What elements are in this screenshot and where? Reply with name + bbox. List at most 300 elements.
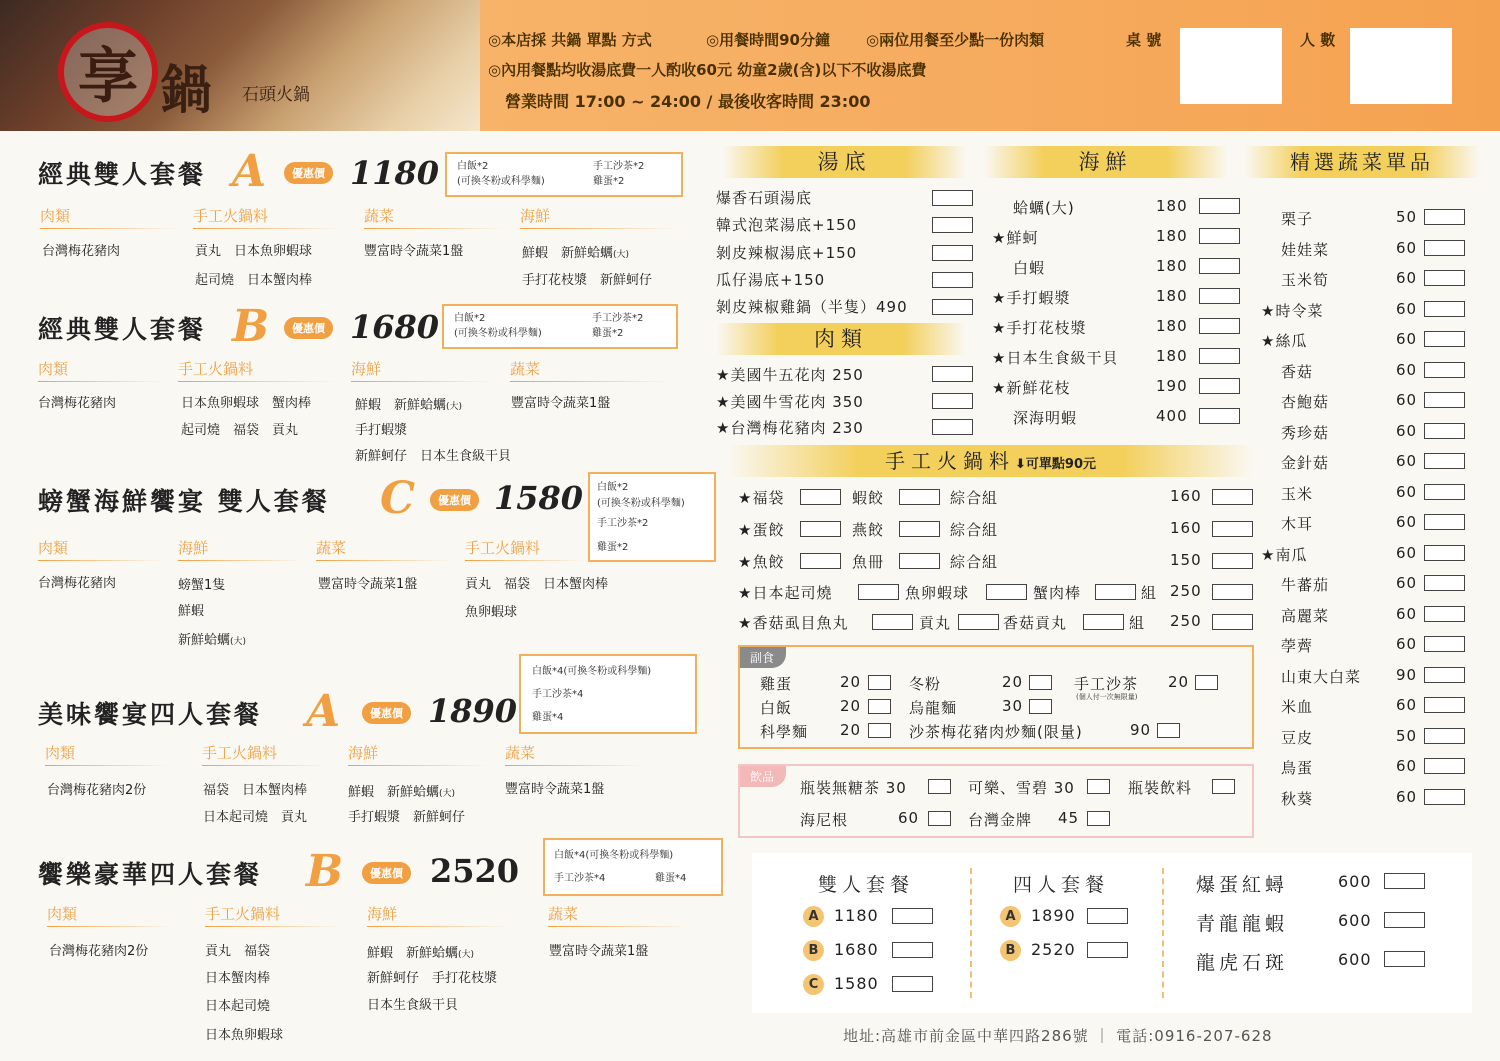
hotpot-item: ★蛋餃 <box>738 521 785 539</box>
checkbox[interactable] <box>1087 942 1128 958</box>
vegetable-price: 90 <box>1396 665 1418 684</box>
set-item: 螃蟹1隻 <box>178 578 226 593</box>
hotpot-item: 綜合組 <box>950 553 999 571</box>
checkbox[interactable] <box>899 489 940 505</box>
checkbox[interactable] <box>1087 908 1128 924</box>
drinks-tag: 飲品 <box>740 766 786 787</box>
set-item: 台灣梅花豬肉 <box>42 244 121 259</box>
seafood-price: 190 <box>1156 377 1188 395</box>
side-price: 20 <box>1002 673 1024 691</box>
checkbox[interactable] <box>892 976 933 992</box>
drink-item: 台灣金牌 <box>968 811 1033 829</box>
set-item: 台灣梅花豬肉 <box>38 576 117 591</box>
set-item: 豐富時令蔬菜1盤 <box>364 244 464 259</box>
business-hours: 營業時間 17:00 ~ 24:00 / 最後收客時間 23:00 <box>505 92 871 111</box>
set-item: 貢丸 福袋 日本蟹肉棒 <box>465 577 609 592</box>
checkbox[interactable] <box>1424 209 1465 225</box>
checkbox[interactable] <box>1212 614 1253 630</box>
set-includes-note <box>445 152 683 197</box>
checkbox[interactable] <box>1199 258 1240 274</box>
set-item: 日本蟹肉棒 <box>205 971 271 986</box>
checkbox[interactable] <box>928 811 951 826</box>
checkbox[interactable] <box>1087 779 1110 794</box>
note-sacha: 手工沙茶*2 <box>592 313 644 324</box>
side-price: 20 <box>840 721 862 739</box>
checkbox[interactable] <box>868 723 891 738</box>
vegetable-price: 60 <box>1396 482 1418 501</box>
vegetable-price: 60 <box>1396 513 1418 531</box>
checkbox[interactable] <box>1424 697 1465 713</box>
set-letter: A <box>232 146 267 197</box>
checkbox[interactable] <box>1199 288 1240 304</box>
seafood-item: 白蝦 <box>1013 259 1046 277</box>
checkbox[interactable] <box>932 393 973 409</box>
set-item: 貢丸 日本魚卵蝦球 <box>195 244 313 259</box>
option-price: 1180 <box>834 906 879 925</box>
option-letter: A <box>803 906 824 927</box>
set-item: 新鮮蚵仔 手打花枝漿 <box>367 971 498 986</box>
note-egg: 雞蛋*2 <box>592 328 624 339</box>
hotpot-item: 貢丸 <box>919 614 952 632</box>
rule-shared-pot: ◎本店採 共鍋 單點 方式 <box>488 31 652 49</box>
rule-min-meat: ◎兩位用餐至少點一份肉類 <box>866 31 1045 49</box>
vegetable-item: 秀珍菇 <box>1281 423 1330 442</box>
special-item: 青龍龍蝦 <box>1196 913 1289 935</box>
hotpot-item: ★魚餃 <box>738 553 785 571</box>
checkbox[interactable] <box>1212 521 1253 537</box>
note-sacha: 手工沙茶*2 <box>597 518 649 529</box>
drink-price: 60 <box>898 809 920 827</box>
note-rice-alt: (可換冬粉或科學麵) <box>457 176 545 187</box>
table-number-label: 桌 號 <box>1126 31 1162 49</box>
set-item: 手打花枝漿 新鮮蚵仔 <box>522 273 653 288</box>
set-item: 新鮮蛤蠣(大) <box>178 633 247 648</box>
checkbox[interactable] <box>1424 545 1465 561</box>
checkbox[interactable] <box>1212 489 1253 505</box>
note-egg: 雞蛋*2 <box>597 542 629 553</box>
checkbox[interactable] <box>932 245 973 261</box>
set-item: 豐富時令蔬菜1盤 <box>511 396 611 411</box>
set-letter: B <box>306 846 344 897</box>
side-dishes-tag: 副食 <box>740 647 786 668</box>
side-item: 雞蛋 <box>760 675 793 693</box>
hotpot-item: 綜合組 <box>950 521 999 539</box>
set-item: 日本魚卵蝦球 <box>205 1028 284 1043</box>
set-includes-note <box>588 472 716 562</box>
checkbox[interactable] <box>1199 228 1240 244</box>
side-item: 手工沙茶 <box>1074 675 1139 693</box>
four-person-header: 四人套餐 <box>1013 874 1110 896</box>
seafood-item: ★日本生食級干貝 <box>992 349 1119 367</box>
category: 手工火鍋料 <box>202 742 327 766</box>
checkbox[interactable] <box>1424 301 1465 317</box>
checkbox[interactable] <box>1424 667 1465 683</box>
checkbox[interactable] <box>1212 553 1253 569</box>
checkbox[interactable] <box>1424 453 1465 469</box>
set-item: 新鮮蚵仔 日本生食級干貝 <box>355 449 512 464</box>
note-egg: 雞蛋*4 <box>532 712 564 723</box>
checkbox[interactable] <box>892 908 933 924</box>
vegetable-price: 60 <box>1396 604 1418 623</box>
checkbox[interactable] <box>1095 584 1136 600</box>
vegetable-item: 玉米 <box>1281 484 1314 503</box>
set-price: 2520 <box>430 852 520 890</box>
checkbox[interactable] <box>868 675 891 690</box>
discount-badge: 優惠價 <box>362 862 411 884</box>
checkbox[interactable] <box>932 190 973 206</box>
set-item: 手打蝦漿 新鮮蚵仔 <box>348 810 466 825</box>
checkbox[interactable] <box>1212 779 1235 794</box>
hotpot-price: 250 <box>1170 612 1202 630</box>
checkbox[interactable] <box>928 779 951 794</box>
vegetable-item: 豆皮 <box>1281 728 1314 747</box>
seafood-price: 180 <box>1156 227 1188 245</box>
set-item: 豐富時令蔬菜1盤 <box>318 577 418 592</box>
checkbox[interactable] <box>1029 675 1052 690</box>
discount-badge: 優惠價 <box>430 489 479 511</box>
vegetable-item: 金針菇 <box>1281 454 1330 472</box>
vegetable-price: 60 <box>1396 421 1418 440</box>
soup-item: 剝皮辣椒雞鍋（半隻）490 <box>716 298 908 317</box>
vegetable-item: ★南瓜 <box>1261 545 1308 564</box>
category: 蔬菜 <box>548 903 688 927</box>
seafood-item: ★鮮蚵 <box>992 229 1039 247</box>
note-rice-alt: (可換冬粉或科學麵) <box>454 328 542 339</box>
divider <box>970 868 972 998</box>
vegetable-item: 娃娃菜 <box>1281 240 1330 259</box>
vegetable-item: 高麗菜 <box>1281 606 1330 625</box>
side-item: 科學麵 <box>760 723 809 741</box>
vegetable-item: 杏鮑菇 <box>1281 393 1330 411</box>
set-letter: C <box>380 473 416 524</box>
checkbox[interactable] <box>1424 575 1465 591</box>
set-item: 鮮蝦 新鮮蛤蠣(大) <box>522 246 630 261</box>
checkbox[interactable] <box>1424 331 1465 347</box>
checkbox[interactable] <box>1195 675 1218 690</box>
set-price: 1680 <box>350 308 440 346</box>
checkbox[interactable] <box>1424 514 1465 530</box>
discount-badge: 優惠價 <box>284 317 333 339</box>
hotpot-item: 魚卵蝦球 <box>905 584 970 602</box>
logo-text: 鍋 <box>160 60 215 121</box>
checkbox[interactable] <box>1424 758 1465 774</box>
checkbox[interactable] <box>1083 614 1124 630</box>
checkbox[interactable] <box>1157 723 1180 738</box>
set-price: 1180 <box>350 154 440 192</box>
soup-item: 瓜仔湯底+150 <box>716 270 826 289</box>
vegetable-price: 60 <box>1396 787 1418 806</box>
category: 蔬菜 <box>316 537 451 561</box>
discount-badge: 優惠價 <box>284 162 333 184</box>
note-rice-alt: (可換冬粉或科學麵) <box>597 498 685 509</box>
option-letter: C <box>803 974 824 995</box>
table-number-box[interactable] <box>1180 28 1282 104</box>
soup-item: 爆香石頭湯底 <box>716 189 813 207</box>
vegetable-price: 50 <box>1396 726 1418 745</box>
set-item: 魚卵蝦球 <box>465 605 518 620</box>
vegetable-item: 荸薺 <box>1281 637 1314 655</box>
soup-item: 剝皮辣椒湯底+150 <box>716 243 858 262</box>
set-includes-note <box>543 838 723 896</box>
option-price: 2520 <box>1031 940 1076 959</box>
category: 蔬菜 <box>505 742 645 766</box>
checkbox[interactable] <box>986 584 1027 600</box>
hotpot-item: 綜合組 <box>950 489 999 507</box>
category: 肉類 <box>47 903 172 927</box>
hotpot-price: 160 <box>1170 487 1202 505</box>
note-rice: 白飯*2 <box>454 313 486 324</box>
seafood-price: 180 <box>1156 347 1188 365</box>
checkbox[interactable] <box>800 521 841 537</box>
set-item: 鮮蝦 新鮮蛤蠣(大) <box>367 946 475 961</box>
meat-item: ★台灣梅花豬肉 230 <box>716 419 864 437</box>
vegetable-price: 60 <box>1396 391 1418 409</box>
set-letter: B <box>232 301 270 352</box>
set-item: 台灣梅花豬肉2份 <box>47 783 147 798</box>
footer-contact: 地址:高雄市前金區中華四路286號 ｜ 電話:0916-207-628 <box>843 1027 1273 1045</box>
vegetable-price: 60 <box>1396 238 1418 257</box>
two-person-header: 雙人套餐 <box>818 874 915 896</box>
category: 肉類 <box>38 537 163 561</box>
checkbox[interactable] <box>1087 811 1110 826</box>
checkbox[interactable] <box>1424 392 1465 408</box>
set-item: 日本起司燒 <box>205 999 271 1014</box>
vegetable-item: 玉米筍 <box>1281 271 1330 289</box>
category: 肉類 <box>45 742 170 766</box>
side-item: 沙茶梅花豬肉炒麵(限量) <box>909 723 1083 741</box>
set-item: 台灣梅花豬肉 <box>38 396 117 411</box>
option-letter: B <box>803 940 824 961</box>
checkbox[interactable] <box>1424 484 1465 500</box>
note-rice: 白飯*2 <box>457 161 489 172</box>
checkbox[interactable] <box>1199 378 1240 394</box>
vegetable-item: 木耳 <box>1281 515 1314 533</box>
note-sacha: 手工沙茶*4 <box>532 689 584 700</box>
side-item: 冬粉 <box>909 675 942 693</box>
checkbox[interactable] <box>1199 348 1240 364</box>
checkbox[interactable] <box>932 366 973 382</box>
vegetable-price: 60 <box>1396 543 1418 562</box>
set-item: 鮮蝦 <box>178 604 205 619</box>
checkbox[interactable] <box>1424 789 1465 805</box>
set-includes-note <box>519 654 697 734</box>
checkbox[interactable] <box>1384 873 1425 889</box>
vegetable-price: 60 <box>1396 757 1418 775</box>
checkbox[interactable] <box>800 553 841 569</box>
category: 肉類 <box>38 358 163 382</box>
drink-item: 瓶裝飲料 <box>1128 779 1193 797</box>
category: 手工火鍋料 <box>205 903 340 927</box>
side-price: 20 <box>840 673 862 691</box>
side-item: 白飯 <box>760 699 793 717</box>
hotpot-price: 250 <box>1170 582 1202 600</box>
category: 海鮮 <box>178 537 303 561</box>
side-price: 20 <box>1168 673 1190 691</box>
hotpot-price: 160 <box>1170 519 1202 537</box>
meat-item: ★美國牛五花肉 250 <box>716 366 864 384</box>
hotpot-item: ★日本起司燒 <box>738 584 833 602</box>
drink-price: 45 <box>1058 809 1080 827</box>
option-price: 1680 <box>834 940 879 959</box>
hotpot-item: 組 <box>1129 614 1146 632</box>
vegetable-item: 米血 <box>1281 698 1314 716</box>
seafood-price: 180 <box>1156 257 1188 275</box>
note-sacha: 手工沙茶*2 <box>593 161 645 172</box>
set-title: 饗樂豪華四人套餐 <box>38 860 263 889</box>
checkbox[interactable] <box>1199 198 1240 214</box>
vegetable-price: 50 <box>1396 208 1418 226</box>
hotpot-item: ★福袋 <box>738 489 785 507</box>
seafood-item: ★手打蝦漿 <box>992 289 1071 307</box>
checkbox[interactable] <box>1424 728 1465 744</box>
hotpot-item: 蟹肉棒 <box>1033 584 1082 602</box>
special-item: 龍虎石斑 <box>1196 952 1289 974</box>
category: 海鮮 <box>348 742 488 766</box>
hotpot-item: 魚冊 <box>852 553 885 571</box>
set-item: 福袋 日本蟹肉棒 <box>203 783 308 798</box>
checkbox[interactable] <box>1029 699 1052 714</box>
meat-header: 肉類 <box>716 323 966 355</box>
vegetable-price: 60 <box>1396 574 1418 592</box>
side-price: 90 <box>1130 721 1152 739</box>
side-price: 20 <box>840 697 862 715</box>
vegetable-item: 鳥蛋 <box>1281 759 1314 777</box>
checkbox[interactable] <box>1424 636 1465 652</box>
checkbox[interactable] <box>932 217 973 233</box>
checkbox[interactable] <box>892 942 933 958</box>
category: 蔬菜 <box>364 205 504 229</box>
checkbox[interactable] <box>1384 951 1425 967</box>
drink-item: 海尼根 <box>800 811 849 829</box>
set-letter: A <box>306 686 341 737</box>
category: 海鮮 <box>351 358 491 382</box>
people-count-box[interactable] <box>1350 28 1452 104</box>
soup-header: 湯底 <box>722 146 967 178</box>
set-title: 螃蟹海鮮饗宴 雙人套餐 <box>38 487 330 516</box>
divider <box>1162 868 1164 998</box>
seafood-price: 400 <box>1156 407 1188 425</box>
category: 肉類 <box>40 205 180 229</box>
checkbox[interactable] <box>800 489 841 505</box>
option-price: 1580 <box>834 974 879 993</box>
set-item: 豐富時令蔬菜1盤 <box>549 944 649 959</box>
note-sacha: 手工沙茶*4 <box>554 873 606 884</box>
checkbox[interactable] <box>899 553 940 569</box>
vegetable-price: 60 <box>1396 360 1418 379</box>
vegetable-item: ★時令菜 <box>1261 301 1324 320</box>
side-price: 30 <box>1002 697 1024 715</box>
set-item: 日本生食級干貝 <box>367 998 459 1013</box>
note-egg: 雞蛋*2 <box>593 176 625 187</box>
set-item: 貢丸 福袋 <box>205 944 271 959</box>
hotpot-item: 組 <box>1141 584 1158 602</box>
seafood-price: 180 <box>1156 317 1188 335</box>
vegetable-item: 秋葵 <box>1281 789 1314 808</box>
vegetable-header: 精選蔬菜單品 <box>1244 146 1480 178</box>
set-item: 鮮蝦 新鮮蛤蠣(大) <box>348 785 456 800</box>
option-letter: A <box>1000 906 1021 927</box>
vegetable-price: 60 <box>1396 452 1418 470</box>
vegetable-item: 香菇 <box>1281 362 1314 381</box>
category: 海鮮 <box>367 903 507 927</box>
checkbox[interactable] <box>1199 408 1240 424</box>
note-rice: 白飯*4(可換冬粉或科學麵) <box>554 850 674 861</box>
special-price: 600 <box>1338 911 1372 930</box>
checkbox[interactable] <box>1424 606 1465 622</box>
checkbox[interactable] <box>858 584 899 600</box>
category: 海鮮 <box>520 205 680 229</box>
logo-seal: 享 <box>58 22 158 122</box>
checkbox[interactable] <box>1424 362 1465 378</box>
category: 蔬菜 <box>510 358 670 382</box>
category: 手工火鍋料 <box>193 205 343 229</box>
set-item: 日本魚卵蝦球 蟹肉棒 <box>181 396 312 411</box>
vegetable-price: 60 <box>1396 635 1418 653</box>
discount-badge: 優惠價 <box>362 702 411 724</box>
rule-soup-fee: ◎內用餐點均收湯底費一人酌收60元 幼童2歲(含)以下不收湯底費 <box>488 61 927 79</box>
hotpot-header: 手工火鍋料⬇可單點90元 <box>728 445 1253 477</box>
people-count-label: 人 數 <box>1300 31 1336 49</box>
checkbox[interactable] <box>868 699 891 714</box>
hotpot-item: 香菇貢丸 <box>1003 614 1068 632</box>
drink-item: 可樂、雪碧 30 <box>968 779 1075 797</box>
checkbox[interactable] <box>1212 584 1253 600</box>
seafood-item: ★手打花枝漿 <box>992 319 1087 337</box>
set-price: 1580 <box>494 479 584 517</box>
checkbox[interactable] <box>872 614 913 630</box>
checkbox[interactable] <box>932 299 973 315</box>
checkbox[interactable] <box>932 419 973 435</box>
option-letter: B <box>1000 940 1021 961</box>
special-item: 爆蛋紅蟳 <box>1196 874 1289 896</box>
set-item: 豐富時令蔬菜1盤 <box>505 782 605 797</box>
special-price: 600 <box>1338 872 1372 891</box>
set-price: 1890 <box>428 692 518 730</box>
checkbox[interactable] <box>958 614 999 630</box>
set-item: 起司燒 日本蟹肉棒 <box>195 273 313 288</box>
vegetable-item: 牛蕃茄 <box>1281 576 1330 594</box>
meat-item: ★美國牛雪花肉 350 <box>716 392 864 411</box>
hotpot-item: ★香菇虱目魚丸 <box>738 614 849 632</box>
sacha-note: (個人付一次無限量) <box>1076 693 1138 701</box>
seafood-price: 180 <box>1156 287 1188 305</box>
set-item: 日本起司燒 貢丸 <box>203 810 308 825</box>
hotpot-item: 燕餃 <box>852 521 885 539</box>
special-price: 600 <box>1338 950 1372 969</box>
hotpot-item: 蝦餃 <box>852 489 885 507</box>
checkbox[interactable] <box>1199 318 1240 334</box>
checkbox[interactable] <box>899 521 940 537</box>
checkbox[interactable] <box>932 272 973 288</box>
option-price: 1890 <box>1031 906 1076 925</box>
soup-item: 韓式泡菜湯底+150 <box>716 216 858 235</box>
category: 手工火鍋料 <box>178 358 338 382</box>
vegetable-price: 60 <box>1396 696 1418 714</box>
set-item: 起司燒 福袋 貢丸 <box>181 423 299 438</box>
seafood-item: 深海明蝦 <box>1013 409 1078 427</box>
seafood-price: 180 <box>1156 197 1188 215</box>
drink-item: 瓶裝無糖茶 30 <box>800 779 907 797</box>
checkbox[interactable] <box>1424 240 1465 256</box>
checkbox[interactable] <box>1384 912 1425 928</box>
checkbox[interactable] <box>1424 270 1465 286</box>
checkbox[interactable] <box>1424 423 1465 439</box>
seafood-item: ★新鮮花枝 <box>992 379 1071 397</box>
set-title: 美味饗宴四人套餐 <box>38 700 263 729</box>
rule-dining-time: ◎用餐時間90分鐘 <box>706 31 830 49</box>
category: 手工火鍋料 <box>465 537 585 561</box>
set-title: 經典雙人套餐 <box>38 315 207 344</box>
